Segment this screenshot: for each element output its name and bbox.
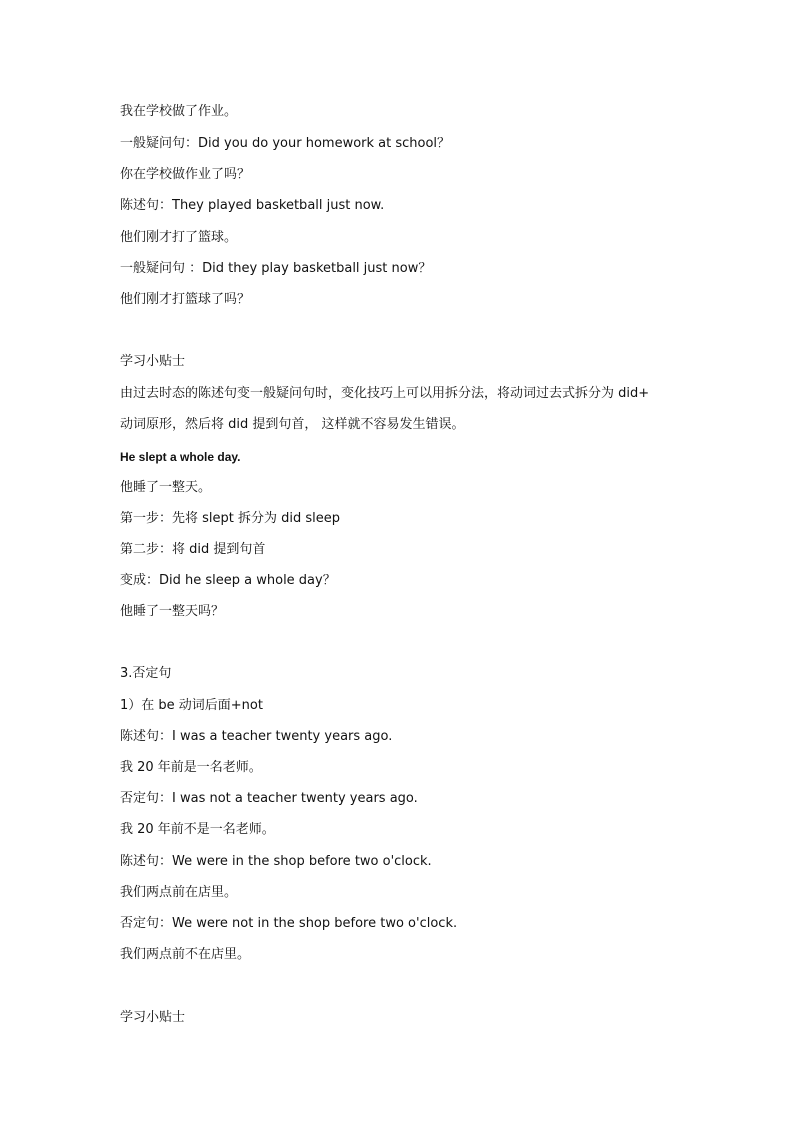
text-line: 陈述句：They played basketball just now. [120,198,385,213]
section-heading: 3.否定句 [120,666,172,681]
text-line: 1）在 be 动词后面+not [120,698,263,713]
text-line: 我在学校做了作业。 [120,104,238,119]
text-line: 他睡了一整天吗？ [120,604,225,619]
section-heading: 学习小贴士 [120,354,186,369]
text-line: 一般疑问句 ：Did they play basketball just now？ [120,261,432,276]
text-line: 我们两点前不在店里。 [120,947,251,962]
text-line: 他睡了一整天。 [120,480,212,495]
text-line: 第一步：先将 slept 拆分为 did sleep [120,511,341,526]
section-heading: 学习小贴士 [120,1010,186,1025]
text-line: 第二步：将 did 提到句首 [120,542,266,557]
text-line: 他们刚才打篮球了吗？ [120,292,251,307]
text-line: 变成：Did he sleep a whole day？ [120,573,336,588]
text-line: 陈述句：We were in the shop before two o'clock. [120,854,432,869]
text-line: 你在学校做作业了吗？ [120,167,251,182]
text-line: 否定句：I was not a teacher twenty years ago. [120,791,418,806]
text-line: 一般疑问句：Did you do your homework at school？ [120,136,451,151]
text-line: 由过去时态的陈述句变一般疑问句时，变化技巧上可以用拆分法，将动词过去式拆分为 did+ [120,386,650,401]
text-line: 他们刚才打了篮球。 [120,230,238,245]
text-line: 陈述句：I was a teacher twenty years ago. [120,729,393,744]
text-line: He slept a whole day. [120,450,241,464]
text-line: 否定句：We were not in the shop before two o'clock. [120,916,458,931]
text-line: 我 20 年前不是一名老师。 [120,822,275,837]
text-line: 我们两点前在店里。 [120,885,238,900]
text-line: 动词原形，然后将 did 提到句首， 这样就不容易发生错误。 [120,417,465,432]
text-line: 我 20 年前是一名老师。 [120,760,262,775]
